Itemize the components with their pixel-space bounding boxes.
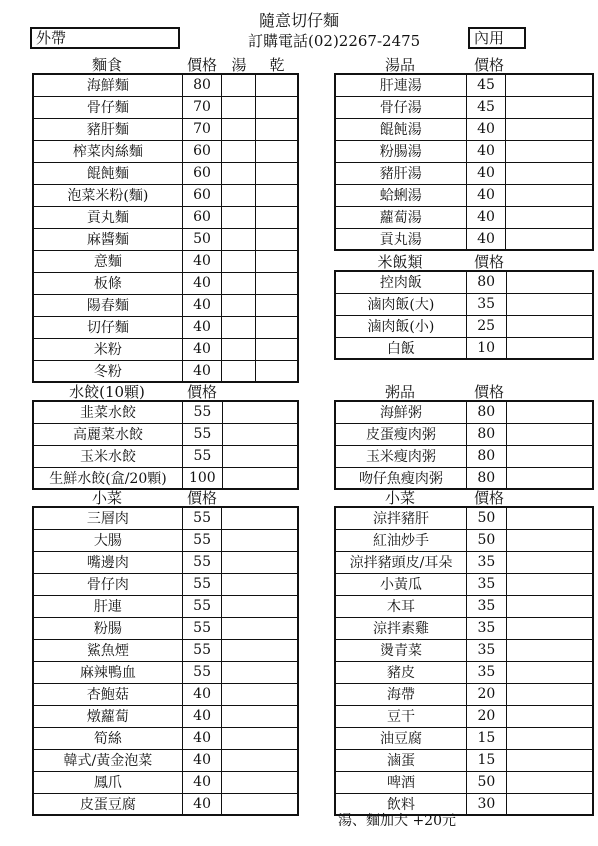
item-name: 涼拌素雞 xyxy=(335,617,467,639)
menu-row xyxy=(33,573,298,595)
menu-row xyxy=(33,793,298,815)
quantity-cell[interactable] xyxy=(256,184,299,206)
quantity-cell[interactable] xyxy=(222,74,256,96)
quantity-cell[interactable] xyxy=(506,337,593,359)
quantity-cell[interactable] xyxy=(222,338,256,360)
item-price: 55 xyxy=(182,401,222,423)
item-price: 35 xyxy=(467,573,507,595)
item-name: 骨仔麵 xyxy=(33,96,182,118)
item-price: 55 xyxy=(182,595,222,617)
item-name: 蛤蜊湯 xyxy=(335,184,466,206)
item-price: 70 xyxy=(182,96,222,118)
quantity-cell[interactable] xyxy=(222,316,256,338)
item-name: 三層肉 xyxy=(33,507,182,529)
quantity-cell[interactable] xyxy=(222,529,298,551)
item-name: 大腸 xyxy=(33,529,182,551)
quantity-cell[interactable] xyxy=(506,727,593,749)
quantity-cell[interactable] xyxy=(506,445,593,467)
item-price: 40 xyxy=(182,727,222,749)
item-name: 意麵 xyxy=(33,250,182,272)
noodles-table xyxy=(32,73,299,383)
quantity-cell[interactable] xyxy=(222,401,298,423)
item-price: 40 xyxy=(466,162,506,184)
item-name: 餛飩湯 xyxy=(335,118,466,140)
menu-row xyxy=(335,661,593,683)
item-name: 泡菜米粉(麵) xyxy=(33,184,182,206)
menu-row xyxy=(335,162,593,184)
dumplings-table xyxy=(32,400,299,490)
item-price: 80 xyxy=(466,467,506,489)
quantity-cell[interactable] xyxy=(222,96,256,118)
menu-row xyxy=(335,639,593,661)
item-price: 40 xyxy=(466,184,506,206)
menu-row xyxy=(335,293,593,315)
menu-row xyxy=(335,315,593,337)
quantity-cell[interactable] xyxy=(506,228,593,250)
quantity-cell[interactable] xyxy=(222,467,298,489)
menu-row xyxy=(33,401,298,423)
item-price: 50 xyxy=(467,529,507,551)
quantity-cell[interactable] xyxy=(222,595,298,617)
menu-row xyxy=(335,228,593,250)
item-price: 60 xyxy=(182,206,222,228)
quantity-cell[interactable] xyxy=(256,360,299,382)
item-name: 海帶 xyxy=(335,683,467,705)
item-name: 高麗菜水餃 xyxy=(33,423,182,445)
quantity-cell[interactable] xyxy=(256,250,299,272)
menu-row xyxy=(335,617,593,639)
item-name: 米粉 xyxy=(33,338,182,360)
item-name: 燉蘿蔔 xyxy=(33,705,182,727)
item-name: 肝連 xyxy=(33,595,182,617)
quantity-cell[interactable] xyxy=(506,293,593,315)
menu-row xyxy=(33,316,298,338)
congee-price-header: 價格 xyxy=(473,383,504,401)
menu-row xyxy=(33,551,298,573)
quantity-cell[interactable] xyxy=(506,74,593,96)
soups-price-header: 價格 xyxy=(473,56,504,74)
item-name: 杏鮑菇 xyxy=(33,683,182,705)
quantity-cell[interactable] xyxy=(256,272,299,294)
menu-row xyxy=(33,294,298,316)
menu-row xyxy=(33,228,298,250)
item-price: 50 xyxy=(182,228,222,250)
quantity-cell[interactable] xyxy=(222,250,256,272)
menu-row xyxy=(33,529,298,551)
upsize-note: 湯、麵加大 +20元 xyxy=(338,813,456,829)
menu-row xyxy=(335,507,593,529)
quantity-cell[interactable] xyxy=(256,74,299,96)
menu-row xyxy=(33,272,298,294)
item-price: 40 xyxy=(182,771,222,793)
item-price: 40 xyxy=(182,705,222,727)
item-price: 80 xyxy=(466,423,506,445)
item-price: 45 xyxy=(466,96,506,118)
menu-row xyxy=(335,74,593,96)
menu-row xyxy=(335,96,593,118)
item-name: 韭菜水餃 xyxy=(33,401,182,423)
menu-row xyxy=(33,683,298,705)
quantity-cell[interactable] xyxy=(506,96,593,118)
item-price: 40 xyxy=(182,749,222,771)
item-name: 豬肝湯 xyxy=(335,162,466,184)
item-name: 滷蛋 xyxy=(335,749,467,771)
item-price: 55 xyxy=(182,529,222,551)
item-price: 40 xyxy=(182,316,222,338)
quantity-cell[interactable] xyxy=(256,228,299,250)
menu-row xyxy=(33,338,298,360)
quantity-cell[interactable] xyxy=(222,617,298,639)
quantity-cell[interactable] xyxy=(256,118,299,140)
item-name: 滷肉飯(大) xyxy=(335,293,466,315)
item-price: 55 xyxy=(182,639,222,661)
menu-row xyxy=(335,401,593,423)
takeout-field[interactable]: 外帶 xyxy=(30,27,180,49)
item-name: 粉腸湯 xyxy=(335,140,466,162)
item-name: 貢丸湯 xyxy=(335,228,466,250)
item-name: 筍絲 xyxy=(33,727,182,749)
sides-right-header: 小菜 xyxy=(384,489,415,507)
item-name: 玉米水餃 xyxy=(33,445,182,467)
quantity-cell[interactable] xyxy=(256,316,299,338)
quantity-cell[interactable] xyxy=(222,184,256,206)
quantity-cell[interactable] xyxy=(506,184,593,206)
item-name: 冬粉 xyxy=(33,360,182,382)
item-price: 40 xyxy=(182,360,222,382)
rice-table xyxy=(334,270,594,360)
item-name: 嘴邊肉 xyxy=(33,551,182,573)
item-price: 10 xyxy=(466,337,506,359)
quantity-cell[interactable] xyxy=(222,749,298,771)
item-name: 板條 xyxy=(33,272,182,294)
rice-header: 米飯類 xyxy=(377,253,423,271)
item-name: 吻仔魚瘦肉粥 xyxy=(335,467,466,489)
quantity-cell[interactable] xyxy=(506,118,593,140)
item-name: 紅油炒手 xyxy=(335,529,467,551)
item-price: 35 xyxy=(467,551,507,573)
menu-row xyxy=(33,639,298,661)
item-name: 滷肉飯(小) xyxy=(335,315,466,337)
item-price: 35 xyxy=(466,293,506,315)
item-price: 35 xyxy=(467,617,507,639)
item-name: 貢丸麵 xyxy=(33,206,182,228)
menu-row xyxy=(335,467,593,489)
item-price: 55 xyxy=(182,423,222,445)
item-price: 55 xyxy=(182,551,222,573)
quantity-cell[interactable] xyxy=(506,162,593,184)
dumplings-header: 水餃(10顆) xyxy=(69,383,145,401)
sides-right-price-header: 價格 xyxy=(473,489,504,507)
quantity-cell[interactable] xyxy=(506,206,593,228)
quantity-cell[interactable] xyxy=(506,315,593,337)
quantity-cell[interactable] xyxy=(256,162,299,184)
menu-row xyxy=(33,771,298,793)
quantity-cell[interactable] xyxy=(222,360,256,382)
menu-row xyxy=(335,423,593,445)
sides-left-header: 小菜 xyxy=(91,489,122,507)
quantity-cell[interactable] xyxy=(256,140,299,162)
quantity-cell[interactable] xyxy=(506,617,593,639)
item-price: 40 xyxy=(466,206,506,228)
item-name: 海鮮粥 xyxy=(335,401,466,423)
item-name: 鯊魚煙 xyxy=(33,639,182,661)
menu-row xyxy=(33,507,298,529)
item-name: 控肉飯 xyxy=(335,271,466,293)
menu-row xyxy=(335,184,593,206)
item-name: 海鮮麵 xyxy=(33,74,182,96)
noodles-header: 麵食 xyxy=(91,56,122,74)
item-name: 飲料 xyxy=(335,793,467,815)
item-name: 骨仔湯 xyxy=(335,96,466,118)
item-name: 豆干 xyxy=(335,705,467,727)
item-price: 55 xyxy=(182,507,222,529)
menu-row xyxy=(335,551,593,573)
dumplings-price-header: 價格 xyxy=(186,383,217,401)
quantity-cell[interactable] xyxy=(506,271,593,293)
menu-row xyxy=(335,595,593,617)
sides-left-table xyxy=(32,506,299,816)
item-price: 40 xyxy=(466,228,506,250)
menu-row xyxy=(33,595,298,617)
menu-row xyxy=(33,250,298,272)
item-price: 55 xyxy=(182,573,222,595)
order-phone: 訂購電話(02)2267-2475 xyxy=(248,32,421,50)
menu-row xyxy=(335,206,593,228)
quantity-cell[interactable] xyxy=(222,793,298,815)
item-name: 陽春麵 xyxy=(33,294,182,316)
menu-row xyxy=(33,661,298,683)
quantity-cell[interactable] xyxy=(506,529,593,551)
item-price: 20 xyxy=(467,683,507,705)
item-price: 25 xyxy=(466,315,506,337)
item-name: 麻辣鴨血 xyxy=(33,661,182,683)
item-price: 40 xyxy=(182,683,222,705)
quantity-cell[interactable] xyxy=(222,423,298,445)
noodles-price-header: 價格 xyxy=(186,56,217,74)
quantity-cell[interactable] xyxy=(506,507,593,529)
item-price: 55 xyxy=(182,661,222,683)
quantity-cell[interactable] xyxy=(506,639,593,661)
quantity-cell[interactable] xyxy=(222,118,256,140)
quantity-cell[interactable] xyxy=(222,445,298,467)
item-name: 切仔麵 xyxy=(33,316,182,338)
quantity-cell[interactable] xyxy=(256,294,299,316)
item-name: 肝連湯 xyxy=(335,74,466,96)
quantity-cell[interactable] xyxy=(222,727,298,749)
quantity-cell[interactable] xyxy=(222,206,256,228)
menu-row xyxy=(33,74,298,96)
noodles-dry-header: 乾 xyxy=(269,56,285,74)
item-price: 55 xyxy=(182,445,222,467)
menu-row xyxy=(335,705,593,727)
soups-table xyxy=(334,73,594,251)
item-price: 45 xyxy=(466,74,506,96)
quantity-cell[interactable] xyxy=(222,294,256,316)
quantity-cell[interactable] xyxy=(506,793,593,815)
menu-row xyxy=(33,96,298,118)
shop-title: 隨意切仔麵 xyxy=(258,11,339,30)
item-price: 80 xyxy=(466,445,506,467)
item-name: 生鮮水餃(盒/20顆) xyxy=(33,467,182,489)
item-price: 60 xyxy=(182,184,222,206)
menu-row xyxy=(335,749,593,771)
quantity-cell[interactable] xyxy=(256,96,299,118)
quantity-cell[interactable] xyxy=(222,551,298,573)
dinein-field[interactable]: 內用 xyxy=(468,27,526,49)
item-price: 60 xyxy=(182,140,222,162)
menu-row xyxy=(33,467,298,489)
quantity-cell[interactable] xyxy=(222,507,298,529)
quantity-cell[interactable] xyxy=(506,705,593,727)
item-name: 鳳爪 xyxy=(33,771,182,793)
menu-row xyxy=(33,162,298,184)
quantity-cell[interactable] xyxy=(222,162,256,184)
item-name: 皮蛋瘦肉粥 xyxy=(335,423,466,445)
item-price: 35 xyxy=(467,595,507,617)
quantity-cell[interactable] xyxy=(222,140,256,162)
menu-row xyxy=(33,140,298,162)
item-price: 40 xyxy=(466,118,506,140)
rice-price-header: 價格 xyxy=(473,253,504,271)
menu-row xyxy=(33,705,298,727)
item-name: 啤酒 xyxy=(335,771,467,793)
quantity-cell[interactable] xyxy=(222,771,298,793)
quantity-cell[interactable] xyxy=(506,595,593,617)
menu-row xyxy=(335,337,593,359)
quantity-cell[interactable] xyxy=(222,639,298,661)
item-price: 30 xyxy=(467,793,507,815)
quantity-cell[interactable] xyxy=(506,749,593,771)
item-price: 15 xyxy=(467,727,507,749)
quantity-cell[interactable] xyxy=(222,272,256,294)
item-price: 35 xyxy=(467,639,507,661)
item-name: 骨仔肉 xyxy=(33,573,182,595)
item-price: 50 xyxy=(467,771,507,793)
quantity-cell[interactable] xyxy=(506,467,593,489)
menu-row xyxy=(33,749,298,771)
item-name: 餛飩麵 xyxy=(33,162,182,184)
item-name: 玉米瘦肉粥 xyxy=(335,445,466,467)
menu-row xyxy=(335,140,593,162)
menu-row xyxy=(335,529,593,551)
item-name: 燙青菜 xyxy=(335,639,467,661)
quantity-cell[interactable] xyxy=(506,573,593,595)
menu-row xyxy=(335,727,593,749)
congee-header: 粥品 xyxy=(384,383,415,401)
item-price: 50 xyxy=(467,507,507,529)
soups-header: 湯品 xyxy=(384,56,415,74)
item-name: 白飯 xyxy=(335,337,466,359)
item-price: 40 xyxy=(182,294,222,316)
item-price: 60 xyxy=(182,162,222,184)
item-name: 麻醬麵 xyxy=(33,228,182,250)
item-name: 韓式/黃金泡菜 xyxy=(33,749,182,771)
quantity-cell[interactable] xyxy=(506,401,593,423)
item-price: 70 xyxy=(182,118,222,140)
item-price: 55 xyxy=(182,617,222,639)
menu-row xyxy=(335,771,593,793)
menu-row xyxy=(33,727,298,749)
item-name: 粉腸 xyxy=(33,617,182,639)
item-price: 100 xyxy=(182,467,222,489)
quantity-cell[interactable] xyxy=(222,683,298,705)
item-price: 20 xyxy=(467,705,507,727)
item-price: 40 xyxy=(182,338,222,360)
quantity-cell[interactable] xyxy=(222,228,256,250)
quantity-cell[interactable] xyxy=(506,661,593,683)
menu-row xyxy=(33,118,298,140)
quantity-cell[interactable] xyxy=(506,683,593,705)
menu-row xyxy=(335,573,593,595)
menu-row xyxy=(33,445,298,467)
menu-row xyxy=(335,271,593,293)
quantity-cell[interactable] xyxy=(222,661,298,683)
item-name: 蘿蔔湯 xyxy=(335,206,466,228)
quantity-cell[interactable] xyxy=(222,573,298,595)
item-price: 80 xyxy=(466,271,506,293)
item-name: 涼拌豬肝 xyxy=(335,507,467,529)
menu-row xyxy=(33,360,298,382)
congee-table xyxy=(334,400,594,490)
menu-row xyxy=(33,423,298,445)
item-name: 小黃瓜 xyxy=(335,573,467,595)
noodles-soup-header: 湯 xyxy=(231,56,247,74)
item-price: 80 xyxy=(466,401,506,423)
quantity-cell[interactable] xyxy=(222,705,298,727)
item-name: 涼拌豬頭皮/耳朵 xyxy=(335,551,467,573)
quantity-cell[interactable] xyxy=(256,206,299,228)
item-name: 豬皮 xyxy=(335,661,467,683)
item-price: 40 xyxy=(182,272,222,294)
item-price: 15 xyxy=(467,749,507,771)
item-name: 榨菜肉絲麵 xyxy=(33,140,182,162)
item-name: 油豆腐 xyxy=(335,727,467,749)
menu-row xyxy=(335,118,593,140)
quantity-cell[interactable] xyxy=(506,771,593,793)
sides-right-table xyxy=(334,506,594,816)
menu-row xyxy=(33,184,298,206)
menu-row xyxy=(33,206,298,228)
quantity-cell[interactable] xyxy=(256,338,299,360)
item-name: 木耳 xyxy=(335,595,467,617)
item-price: 40 xyxy=(182,250,222,272)
item-name: 皮蛋豆腐 xyxy=(33,793,182,815)
menu-row xyxy=(33,617,298,639)
item-price: 40 xyxy=(182,793,222,815)
quantity-cell[interactable] xyxy=(506,423,593,445)
quantity-cell[interactable] xyxy=(506,140,593,162)
item-price: 35 xyxy=(467,661,507,683)
sides-left-price-header: 價格 xyxy=(186,489,217,507)
quantity-cell[interactable] xyxy=(506,551,593,573)
menu-row xyxy=(335,445,593,467)
item-name: 豬肝麵 xyxy=(33,118,182,140)
item-price: 80 xyxy=(182,74,222,96)
menu-row xyxy=(335,683,593,705)
item-price: 40 xyxy=(466,140,506,162)
